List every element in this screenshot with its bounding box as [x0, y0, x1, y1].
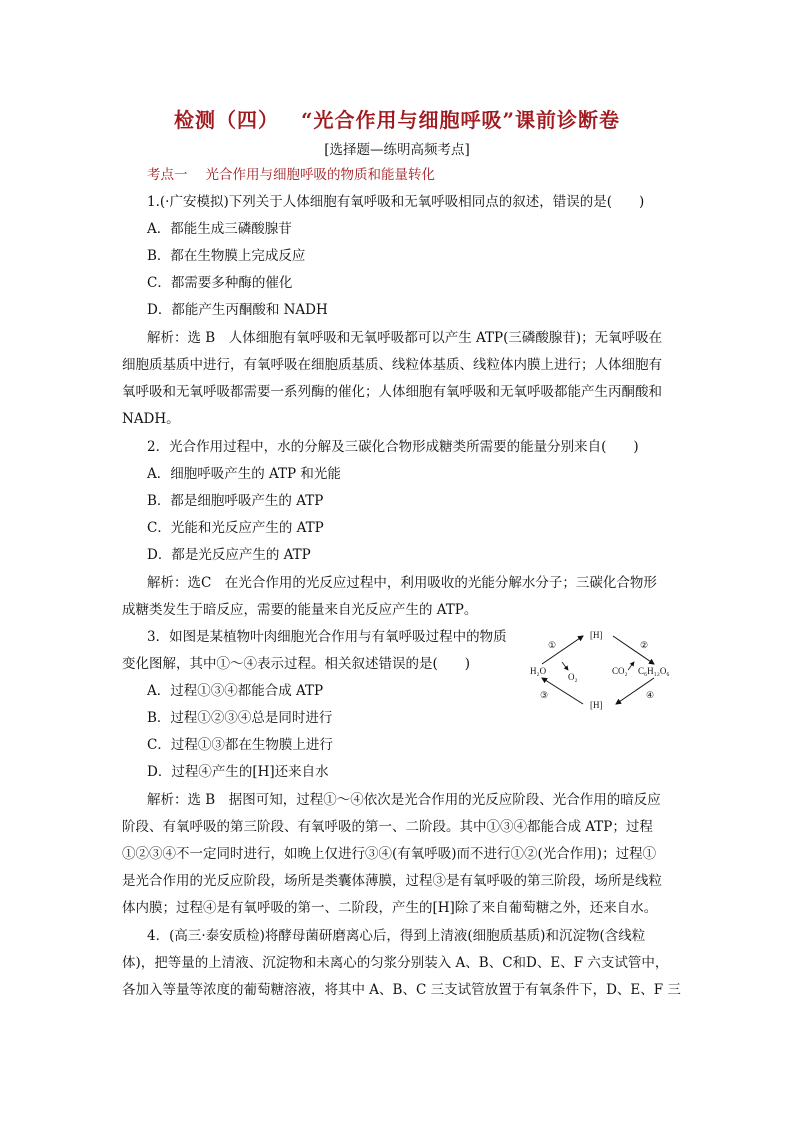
q2-stem: 2．光合作用过程中，水的分解及三碳化合物形成糖类所需要的能量分别来自( ): [147, 439, 639, 455]
q2-option-c: C．光能和光反应产生的 ATP: [147, 520, 324, 536]
topic-text: 光合作用与细胞呼吸的物质和能量转化: [205, 167, 435, 183]
co2-label: CO₂: [612, 666, 628, 676]
q1-analysis-line: 细胞质基质中进行，有氧呼吸在细胞质基质、线粒体基质、线粒体内膜上进行；人体细胞有: [122, 357, 662, 373]
q1-option-c: C．都需要多种酶的催化: [147, 275, 293, 291]
q3-analysis-line: 阶段、有氧呼吸的第三阶段、有氧呼吸的第一、二阶段。其中①③④都能合成 ATP；过程: [122, 819, 653, 835]
q3-option-d: D．过程④产生的[H]还来自水: [147, 764, 329, 780]
h-bottom-label: [H]: [590, 700, 603, 710]
q1-analysis-line: 解析：选 B 人体细胞有氧呼吸和无氧呼吸都可以产生 ATP(三磷酸腺苷)；无氧呼吸在: [147, 330, 663, 346]
section-subtitle: [选择题—练明高频考点]: [324, 142, 470, 158]
q3-option-c: C．过程①③都在生物膜上进行: [147, 737, 333, 753]
q2-option-b: B．都是细胞呼吸产生的 ATP: [147, 493, 324, 509]
q1-option-d: D．都能产生丙酮酸和 NADH: [147, 302, 328, 318]
process-3-number: ③: [540, 690, 549, 700]
q3-option-b: B．过程①②③④总是同时进行: [147, 710, 333, 726]
q2-analysis-line: 解析：选C 在光合作用的光反应过程中，利用吸收的光能分解水分子；三碳化合物形: [147, 575, 657, 591]
q4-line: 4．(高三·泰安质检)将酵母菌研磨离心后，得到上清液(细胞质基质)和沉淀物(含线粒: [147, 928, 646, 944]
q3-analysis-line: ①②③④不一定同时进行，如晚上仅进行③④(有氧呼吸)而不进行①②(光合作用)；过程①: [122, 846, 657, 862]
q1-analysis-line: NADH。: [122, 411, 180, 427]
arrow-from-co2: [628, 662, 634, 670]
document-title: [0, 104, 794, 133]
h-top-label: [H]: [590, 630, 603, 640]
q3-analysis-line: 是光合作用的光反应阶段，场所是类囊体薄膜，过程③是有氧呼吸的第三阶段，场所是线粒: [122, 873, 662, 889]
q4-line: 体)，把等量的上清液、沉淀物和未离心的匀浆分别装入 A、B、C和D、E、F 六支试管中，: [122, 955, 669, 971]
h2o-label: H₂O: [530, 666, 547, 676]
q2-option-a: A．细胞呼吸产生的 ATP 和光能: [147, 466, 341, 482]
process-2-number: ②: [640, 640, 649, 650]
q2-option-d: D．都是光反应产生的 ATP: [147, 547, 311, 563]
q3-analysis-line: 体内膜；过程④是有氧呼吸的第一、二阶段，产生的[H]除了来自葡萄糖之外，还来自水。: [122, 900, 658, 916]
process-4-number: ④: [646, 690, 655, 700]
q3-analysis-line: 解析：选 B 据图可知，过程①～④依次是光合作用的光反应阶段、光合作用的暗反应: [147, 792, 661, 808]
q2-analysis-line: 成糖类发生于暗反应，需要的能量来自光反应产生的 ATP。: [122, 602, 478, 618]
topic-heading: [147, 166, 435, 184]
glucose-label: C₆H₁₂O₆: [638, 666, 670, 676]
q1-option-b: B．都在生物膜上完成反应: [147, 248, 306, 264]
topic-label: 考点一: [147, 167, 188, 183]
photosynthesis-respiration-diagram: [528, 626, 678, 712]
q1-option-a: A．都能生成三磷酸腺苷: [147, 221, 292, 237]
arrow-to-o2: [562, 662, 568, 670]
q3-option-a: A．过程①③④都能合成 ATP: [147, 683, 324, 699]
q1-analysis-line: 氧呼吸和无氧呼吸都需要一系列酶的催化；人体细胞有氧呼吸和无氧呼吸都能产生丙酮酸和: [122, 384, 662, 400]
q3-stem-line: 3．如图是某植物叶肉细胞光合作用与有氧呼吸过程中的物质: [147, 629, 507, 645]
q3-stem-line: 变化图解，其中①～④表示过程。相关叙述错误的是( ): [122, 656, 471, 672]
title-part-1: 检测（四）: [173, 108, 279, 132]
title-part-2: “光合作用与细胞呼吸”课前诊断卷: [300, 108, 620, 132]
q4-line: 各加入等量等浓度的葡萄糖溶液，将其中 A、B、C 三支试管放置于有氧条件下，D、E、F 三: [122, 982, 681, 998]
q1-stem: 1.(·广安模拟)下列关于人体细胞有氧呼吸和无氧呼吸相同点的叙述，错误的是( ): [147, 194, 645, 210]
o2-label: O₂: [568, 672, 578, 682]
process-1-number: ①: [548, 640, 557, 650]
